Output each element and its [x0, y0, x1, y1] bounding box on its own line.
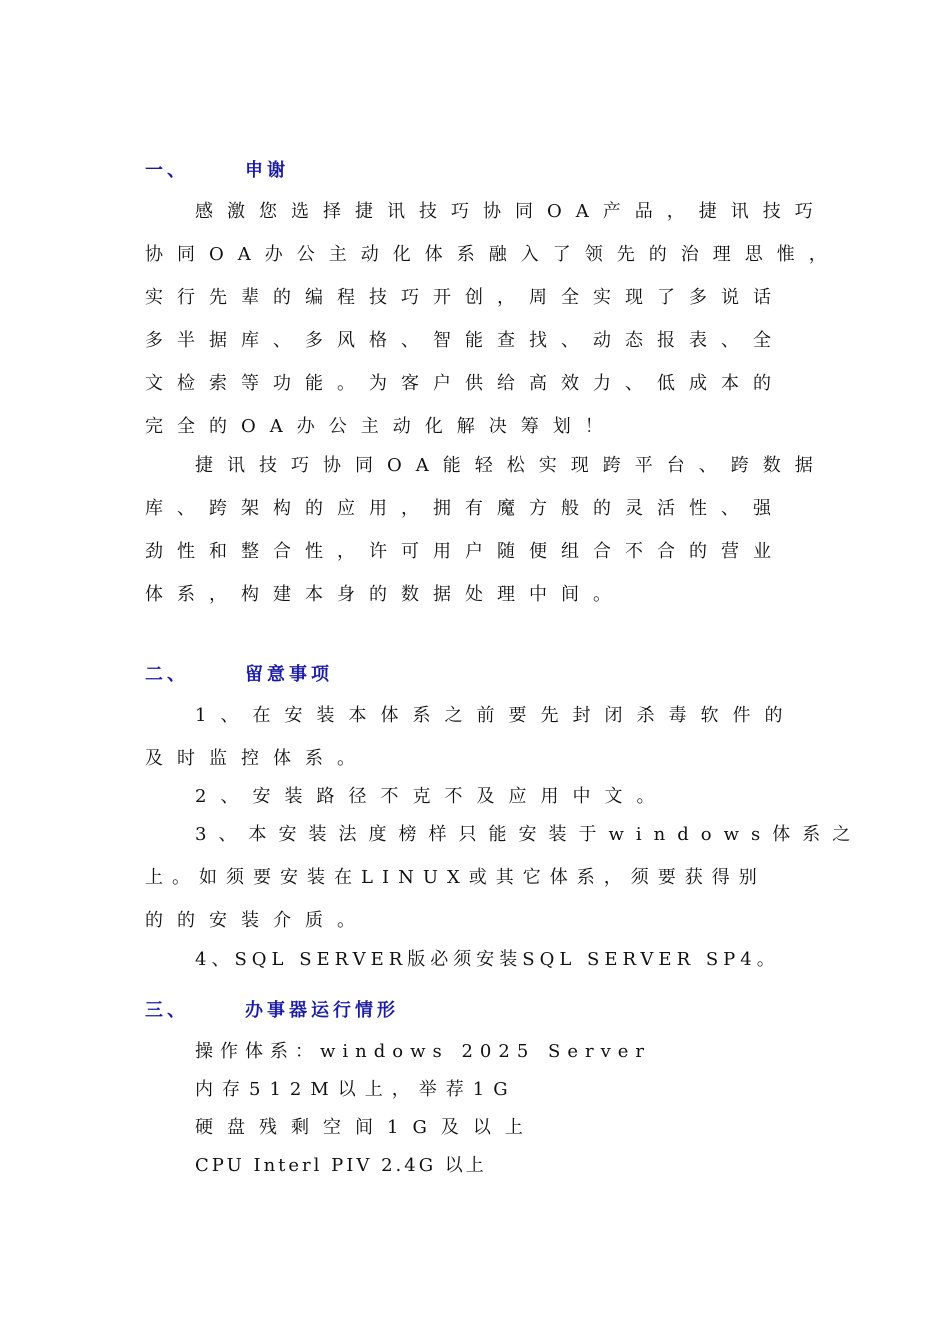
- requirement-line: 内存512M以上，举荐1G: [195, 1079, 517, 1100]
- list-item-line: 3、本安装法度榜样只能安装于windows体系之: [195, 824, 863, 845]
- list-item-line: 及时监控体系。: [145, 748, 369, 769]
- requirement-line: CPU Interl PIV 2.4G 以上: [195, 1155, 487, 1176]
- paragraph-line: 完全的OA办公主动化解决筹划！: [145, 416, 617, 437]
- requirement-line: 硬盘残剩空间1G及以上: [195, 1117, 537, 1138]
- paragraph-line: 感激您选择捷讯技巧协同OA产品，捷讯技巧: [195, 201, 827, 222]
- section-title: 留意事项: [245, 664, 333, 685]
- section-heading-1: [145, 156, 289, 182]
- list-item-line: 1、在安装本体系之前要先封闭杀毒软件的: [195, 705, 797, 726]
- list-item-line: 上。如须要安装在LINUX或其它体系，须要获得别: [145, 867, 766, 888]
- list-item-line: 2、安装路径不克不及应用中文。: [195, 786, 669, 807]
- section-heading-3: [145, 996, 399, 1022]
- section-number: 一、: [145, 160, 189, 181]
- paragraph-line: 库、跨架构的应用，拥有魔方般的灵活性、强: [145, 498, 785, 519]
- paragraph-line: 实行先辈的编程技巧开创，周全实现了多说话: [145, 287, 785, 308]
- paragraph-line: 体系，构建本身的数据处理中间。: [145, 584, 625, 605]
- paragraph-line: 劲性和整合性，许可用户随便组合不合的营业: [145, 541, 785, 562]
- section-title: 申谢: [245, 160, 289, 181]
- list-item-line: 4、SQL SERVER版必须安装SQL SERVER SP4。: [195, 949, 780, 970]
- paragraph-line: 多半据库、多风格、智能查找、动态报表、全: [145, 330, 785, 351]
- section-heading-2: [145, 660, 333, 686]
- section-number: 二、: [145, 664, 189, 685]
- paragraph-line: 捷讯技巧协同OA能轻松实现跨平台、跨数据: [195, 455, 827, 476]
- list-item-line: 的的安装介质。: [145, 910, 369, 931]
- paragraph-line: 文检索等功能。为客户供给高效力、低成本的: [145, 373, 785, 394]
- requirement-line: 操作体系：windows 2025 Server: [195, 1041, 652, 1062]
- paragraph-line: 协同OA办公主动化体系融入了领先的治理思惟，: [145, 244, 841, 265]
- section-title: 办事器运行情形: [245, 1000, 399, 1021]
- section-number: 三、: [145, 1000, 189, 1021]
